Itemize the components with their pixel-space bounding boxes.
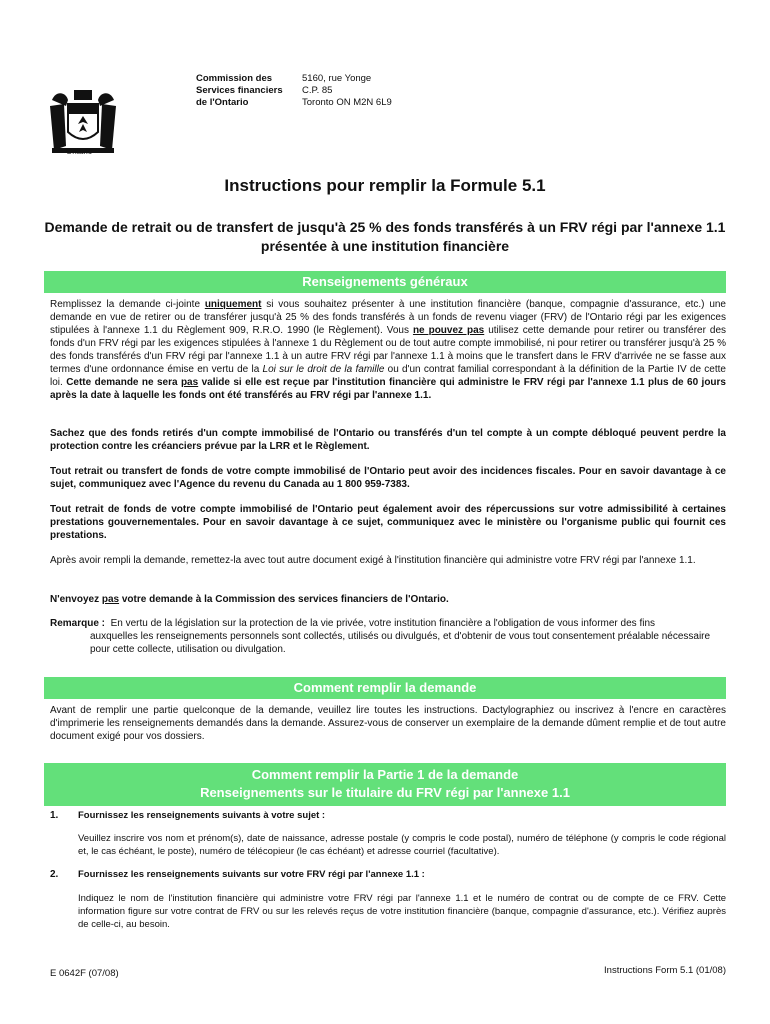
form-reference: Instructions Form 5.1 (01/08) <box>604 965 726 976</box>
general-paragraph-1: Remplissez la demande ci-jointe uniquement si vous souhaitez présenter à une institution financière (banque, compagnie d'assurance, etc.) une demande en vue de retirer ou de transférer jusqu'à 25 % des fonds transférés à un fonds de revenu viager (FRV) de l'Ontario régi par les exigences stipulées à l'annexe 1.1 du Règlement 909, R.R.O. 1990 (le Règlement). Vous ne pouvez pas utilisez cette demande pour retirer ou transférer des fonds d'un FRV régi par les exigences stipulées à l'annexe 1 du Règlement ou de tout autre compte immobilisé, ni pour retirer ou transférer jusqu'à 25 % des fonds transférés d'un FRV régi par l'annexe 1.1 à un autre FRV régi par l'annexe 1.1 à moins que le transfert dans le FRV d'arrivée ne se fasse aux termes d'une ordonnance émise en vertu de la Loi sur le droit de la famille ou d'un contrat familial correspondant à la définition de la Partie IV de cette loi. Cette demande ne sera pas valide si elle est reçue par l'institution financière qui administre le FRV régi par l'annexe 1.1 plus de 60 jours après la date à laquelle les fonds ont été transférés au FRV régi par l'annexe 1.1. <box>50 299 727 401</box>
remark-note: Remarque : En vertu de la législation sur la protection de la vie privée, votre institution financière a l'obligation de vous informer des fins auxquelles les renseignements personnels sont collectés, utilisés ou divulgués, et d'obtenir de vous tout consentement préalable nécessaire pour cette collecte, utilisation ou divulgation. <box>50 618 711 655</box>
general-paragraph-tax: Tout retrait ou transfert de fonds de votre compte immobilisé de l'Ontario peut avoir des incidences fiscales. Pour en savoir davantage à ce sujet, communiquez avec l'Agence du revenu du Canada au 1 800 959-7383. <box>50 466 726 490</box>
item-body-1: Veuillez inscrire vos nom et prénom(s), date de naissance, adresse postale (y compris le code postal), numéro de téléphone (y compris le code régional et, le cas échéant, le poste), numéro de télécopieur (le cas échéant) et adresse courriel (facultative). <box>78 833 726 857</box>
general-paragraph-submit: Après avoir rempli la demande, remettez-la avec tout autre document exigé à l'institution financière qui administre votre FRV régi par l'annexe 1.1. <box>50 555 696 566</box>
ontario-wordmark: Ontario <box>66 147 93 156</box>
general-paragraph-benefits: Tout retrait de fonds de votre compte immobilisé de l'Ontario peut également avoir des répercussions sur votre admissibilité à certaines prestations gouvernementales. Pour en savoir davantage à ce sujet, communiquez avec le ministère ou l'organisme public qui fournit ces prestations. <box>50 504 726 541</box>
section-heading-general: Renseignements généraux <box>44 271 726 293</box>
page-title: Instructions pour remplir la Formule 5.1 <box>224 176 546 195</box>
form-code: E 0642F (07/08) <box>50 968 119 979</box>
organization-address: 5160, rue Yonge C.P. 85 Toronto ON M2N 6L9 <box>302 73 392 108</box>
general-paragraph-creditors: Sachez que des fonds retirés d'un compte immobilisé de l'Ontario ou transférés d'un tel compte à un compte débloqué peuvent perdre la protection contre les créanciers prévue par la LRR et le Règlement. <box>50 428 726 452</box>
page-subtitle: Demande de retrait ou de transfert de jusqu'à 25 % des fonds transférés à un FRV régi par l'annexe 1.1 présentée à une institution financière <box>44 219 726 254</box>
general-paragraph-do-not-send: N'envoyez pas votre demande à la Commission des services financiers de l'Ontario. <box>50 594 449 605</box>
item-heading-2: Fournissez les renseignements suivants sur votre FRV régi par l'annexe 1.1 : <box>78 869 425 880</box>
item-number-1: 1. <box>50 810 59 821</box>
section-heading-how: Comment remplir la demande <box>44 677 726 699</box>
organization-name: Commission des Services financiers de l'Ontario <box>196 73 283 108</box>
item-body-2: Indiquez le nom de l'institution financière qui administre votre FRV régi par l'annexe 1.1 et le numéro de contrat ou de compte de ce FRV. Cette information figure sur votre contrat de FRV ou sur les relevés reçus de votre institution financière (banque, compagnie d'assurance, etc.). Vérifiez auprès de celle-ci, au besoin. <box>78 893 726 930</box>
item-number-2: 2. <box>50 869 59 880</box>
section-heading-part1: Comment remplir la Partie 1 de la demande Renseignements sur le titulaire du FRV régi par l'annexe 1.1 <box>44 763 726 806</box>
item-heading-1: Fournissez les renseignements suivants à votre sujet : <box>78 810 326 821</box>
how-paragraph: Avant de remplir une partie quelconque de la demande, veuillez lire toutes les instructions. Dactylographiez ou inscrivez à l'encre en caractères d'imprimerie les renseignements demandés dans la demande. Assurez-vous de conserver un exemplaire de la demande dûment remplie et de tout autre document exigé pour vos dossiers. <box>50 705 726 742</box>
